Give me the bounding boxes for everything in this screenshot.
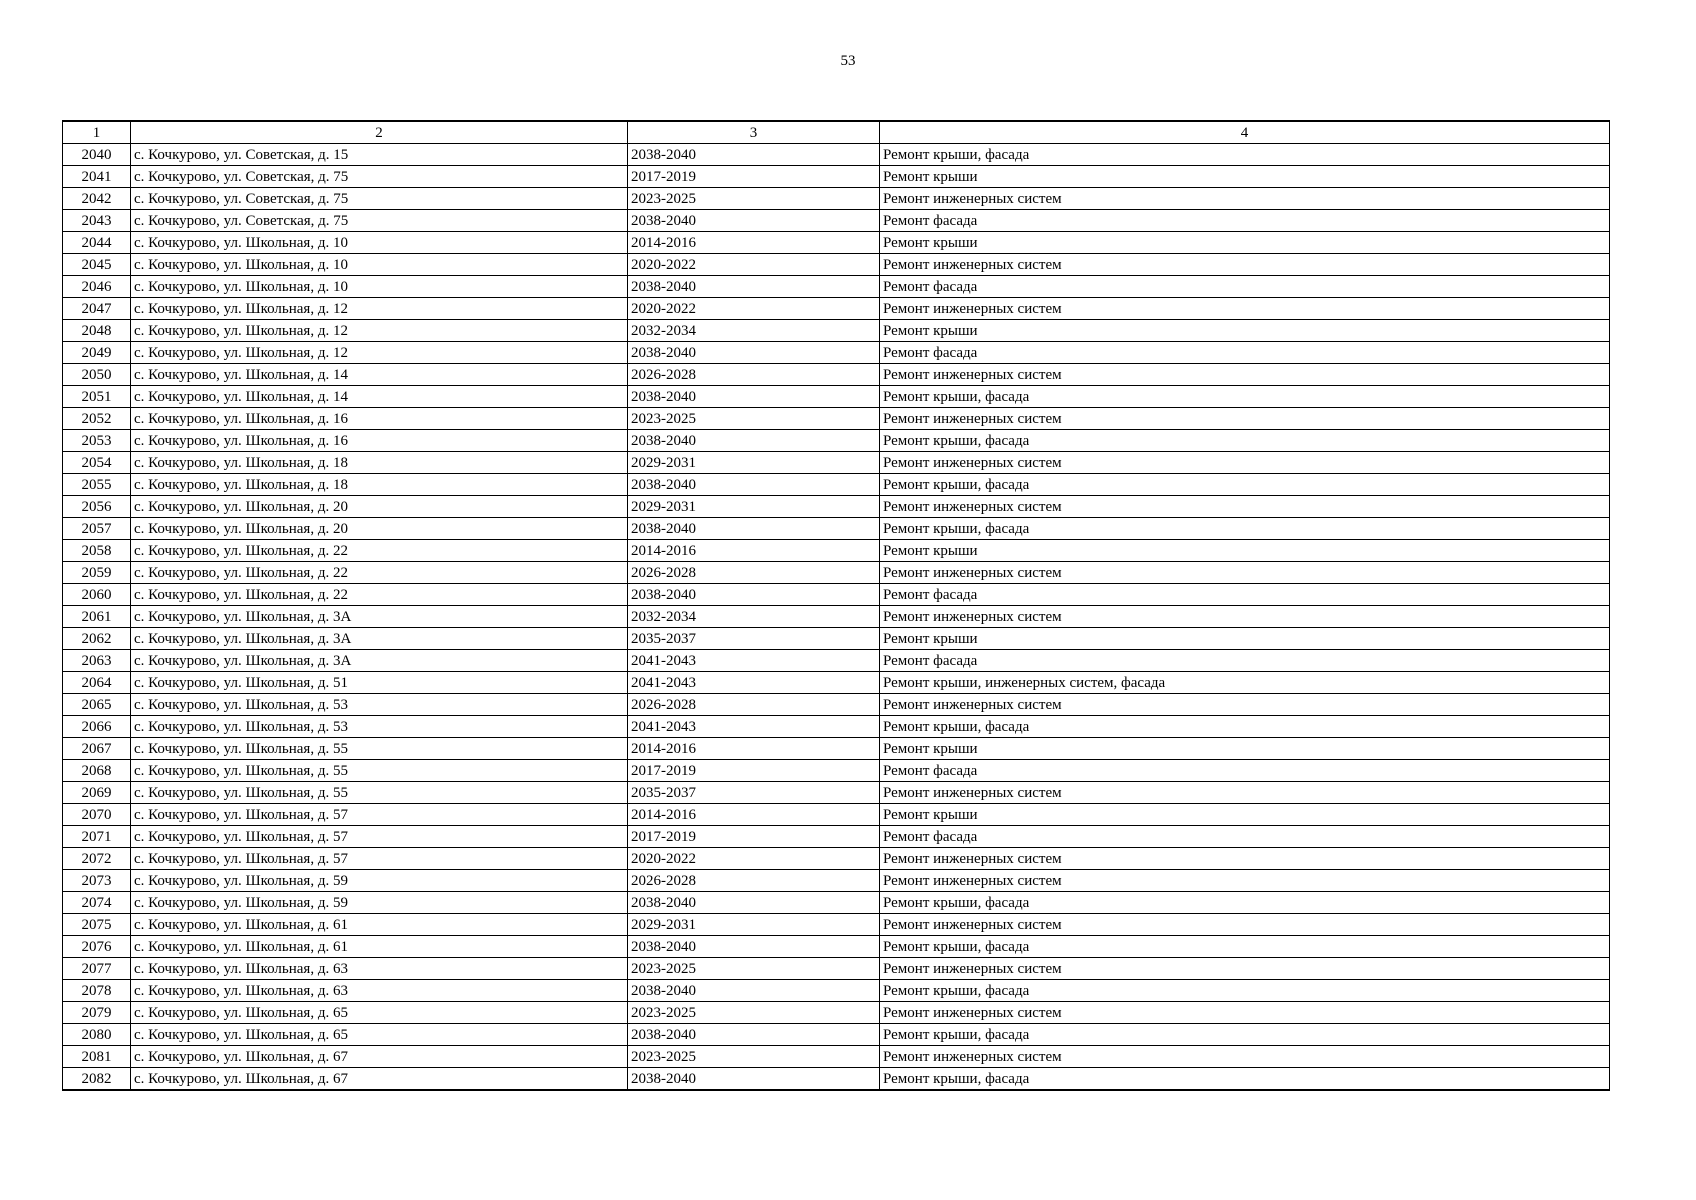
work-type-cell: Ремонт крыши, фасада (880, 716, 1610, 738)
table-row (63, 430, 1610, 452)
work-type-cell: Ремонт инженерных систем (880, 848, 1610, 870)
repair-schedule-table (62, 120, 1610, 1091)
row-number: 2066 (63, 716, 131, 738)
row-number: 2074 (63, 892, 131, 914)
row-number: 2079 (63, 1002, 131, 1024)
address-cell: с. Кочкурово, ул. Школьная, д. 10 (131, 254, 628, 276)
row-number: 2077 (63, 958, 131, 980)
address-cell: с. Кочкурово, ул. Школьная, д. 61 (131, 936, 628, 958)
table-row (63, 320, 1610, 342)
row-number: 2044 (63, 232, 131, 254)
period-cell: 2038-2040 (628, 386, 880, 408)
row-number: 2060 (63, 584, 131, 606)
period-cell: 2038-2040 (628, 430, 880, 452)
work-type-cell: Ремонт крыши, фасада (880, 936, 1610, 958)
table-row (63, 210, 1610, 232)
page-number: 53 (840, 53, 856, 69)
row-number: 2053 (63, 430, 131, 452)
address-cell: с. Кочкурово, ул. Школьная, д. 10 (131, 232, 628, 254)
work-type-cell: Ремонт фасада (880, 342, 1610, 364)
work-type-cell: Ремонт инженерных систем (880, 694, 1610, 716)
address-cell: с. Кочкурово, ул. Школьная, д. 53 (131, 716, 628, 738)
period-cell: 2038-2040 (628, 144, 880, 166)
address-cell: с. Кочкурово, ул. Школьная, д. 22 (131, 584, 628, 606)
table-row (63, 804, 1610, 826)
period-cell: 2023-2025 (628, 1046, 880, 1068)
work-type-cell: Ремонт крыши, фасада (880, 1024, 1610, 1046)
table-row (63, 188, 1610, 210)
address-cell: с. Кочкурово, ул. Школьная, д. 10 (131, 276, 628, 298)
address-cell: с. Кочкурово, ул. Школьная, д. 57 (131, 804, 628, 826)
period-cell: 2029-2031 (628, 452, 880, 474)
row-number: 2054 (63, 452, 131, 474)
address-cell: с. Кочкурово, ул. Школьная, д. 55 (131, 760, 628, 782)
address-cell: с. Кочкурово, ул. Школьная, д. 22 (131, 562, 628, 584)
row-number: 2050 (63, 364, 131, 386)
address-cell: с. Кочкурово, ул. Школьная, д. 18 (131, 474, 628, 496)
row-number: 2045 (63, 254, 131, 276)
work-type-cell: Ремонт инженерных систем (880, 1002, 1610, 1024)
address-cell: с. Кочкурово, ул. Школьная, д. 61 (131, 914, 628, 936)
row-number: 2048 (63, 320, 131, 342)
work-type-cell: Ремонт крыши (880, 738, 1610, 760)
work-type-cell: Ремонт крыши, фасада (880, 892, 1610, 914)
work-type-cell: Ремонт фасада (880, 210, 1610, 232)
work-type-cell: Ремонт фасада (880, 826, 1610, 848)
row-number: 2057 (63, 518, 131, 540)
table-row (63, 342, 1610, 364)
work-type-cell: Ремонт фасада (880, 276, 1610, 298)
header-row (63, 121, 1610, 144)
work-type-cell: Ремонт инженерных систем (880, 870, 1610, 892)
work-type-cell: Ремонт крыши (880, 232, 1610, 254)
table-row (63, 540, 1610, 562)
period-cell: 2017-2019 (628, 166, 880, 188)
address-cell: с. Кочкурово, ул. Школьная, д. 14 (131, 364, 628, 386)
period-cell: 2038-2040 (628, 518, 880, 540)
period-cell: 2017-2019 (628, 760, 880, 782)
table-row (63, 474, 1610, 496)
period-cell: 2038-2040 (628, 276, 880, 298)
period-cell: 2038-2040 (628, 1024, 880, 1046)
period-cell: 2020-2022 (628, 254, 880, 276)
table-row (63, 386, 1610, 408)
work-type-cell: Ремонт крыши (880, 166, 1610, 188)
address-cell: с. Кочкурово, ул. Школьная, д. 20 (131, 518, 628, 540)
table-row (63, 892, 1610, 914)
work-type-cell: Ремонт крыши, фасада (880, 518, 1610, 540)
address-cell: с. Кочкурово, ул. Школьная, д. 57 (131, 826, 628, 848)
period-cell: 2038-2040 (628, 980, 880, 1002)
work-type-cell: Ремонт крыши, фасада (880, 386, 1610, 408)
period-cell: 2026-2028 (628, 562, 880, 584)
address-cell: с. Кочкурово, ул. Школьная, д. 59 (131, 870, 628, 892)
work-type-cell: Ремонт инженерных систем (880, 782, 1610, 804)
header-col-4: 4 (880, 121, 1610, 144)
work-type-cell: Ремонт крыши, фасада (880, 980, 1610, 1002)
work-type-cell: Ремонт инженерных систем (880, 298, 1610, 320)
period-cell: 2038-2040 (628, 1068, 880, 1091)
row-number: 2056 (63, 496, 131, 518)
work-type-cell: Ремонт крыши, фасада (880, 1068, 1610, 1091)
address-cell: с. Кочкурово, ул. Школьная, д. 67 (131, 1046, 628, 1068)
row-number: 2065 (63, 694, 131, 716)
work-type-cell: Ремонт крыши (880, 628, 1610, 650)
row-number: 2067 (63, 738, 131, 760)
row-number: 2071 (63, 826, 131, 848)
address-cell: с. Кочкурово, ул. Школьная, д. 16 (131, 430, 628, 452)
row-number: 2078 (63, 980, 131, 1002)
table-row (63, 738, 1610, 760)
address-cell: с. Кочкурово, ул. Советская, д. 75 (131, 210, 628, 232)
address-cell: с. Кочкурово, ул. Школьная, д. 67 (131, 1068, 628, 1091)
row-number: 2041 (63, 166, 131, 188)
address-cell: с. Кочкурово, ул. Школьная, д. 63 (131, 980, 628, 1002)
address-cell: с. Кочкурово, ул. Советская, д. 75 (131, 166, 628, 188)
period-cell: 2020-2022 (628, 848, 880, 870)
table-row (63, 496, 1610, 518)
work-type-cell: Ремонт инженерных систем (880, 958, 1610, 980)
work-type-cell: Ремонт фасада (880, 584, 1610, 606)
work-type-cell: Ремонт крыши, фасада (880, 430, 1610, 452)
row-number: 2064 (63, 672, 131, 694)
table-body (63, 144, 1610, 1091)
work-type-cell: Ремонт крыши (880, 320, 1610, 342)
work-type-cell: Ремонт крыши, инженерных систем, фасада (880, 672, 1610, 694)
work-type-cell: Ремонт фасада (880, 650, 1610, 672)
table-row (63, 958, 1610, 980)
table-row (63, 276, 1610, 298)
address-cell: с. Кочкурово, ул. Школьная, д. 59 (131, 892, 628, 914)
address-cell: с. Кочкурово, ул. Советская, д. 15 (131, 144, 628, 166)
address-cell: с. Кочкурово, ул. Школьная, д. 65 (131, 1024, 628, 1046)
row-number: 2062 (63, 628, 131, 650)
address-cell: с. Кочкурово, ул. Школьная, д. 57 (131, 848, 628, 870)
table-row (63, 672, 1610, 694)
work-type-cell: Ремонт инженерных систем (880, 562, 1610, 584)
row-number: 2052 (63, 408, 131, 430)
address-cell: с. Кочкурово, ул. Школьная, д. 16 (131, 408, 628, 430)
table-row (63, 298, 1610, 320)
period-cell: 2020-2022 (628, 298, 880, 320)
work-type-cell: Ремонт крыши (880, 804, 1610, 826)
row-number: 2047 (63, 298, 131, 320)
table-row (63, 826, 1610, 848)
period-cell: 2014-2016 (628, 804, 880, 826)
row-number: 2040 (63, 144, 131, 166)
period-cell: 2026-2028 (628, 870, 880, 892)
work-type-cell: Ремонт инженерных систем (880, 188, 1610, 210)
period-cell: 2041-2043 (628, 650, 880, 672)
table-row (63, 584, 1610, 606)
table-row (63, 562, 1610, 584)
address-cell: с. Кочкурово, ул. Школьная, д. 63 (131, 958, 628, 980)
address-cell: с. Кочкурово, ул. Советская, д. 75 (131, 188, 628, 210)
table-row (63, 1024, 1610, 1046)
table-row (63, 1002, 1610, 1024)
table-row (63, 694, 1610, 716)
table-row (63, 848, 1610, 870)
period-cell: 2038-2040 (628, 892, 880, 914)
period-cell: 2035-2037 (628, 628, 880, 650)
address-cell: с. Кочкурово, ул. Школьная, д. 53 (131, 694, 628, 716)
address-cell: с. Кочкурово, ул. Школьная, д. 3А (131, 628, 628, 650)
row-number: 2049 (63, 342, 131, 364)
row-number: 2043 (63, 210, 131, 232)
period-cell: 2038-2040 (628, 936, 880, 958)
work-type-cell: Ремонт крыши, фасада (880, 474, 1610, 496)
row-number: 2072 (63, 848, 131, 870)
address-cell: с. Кочкурово, ул. Школьная, д. 18 (131, 452, 628, 474)
row-number: 2076 (63, 936, 131, 958)
table-row (63, 166, 1610, 188)
work-type-cell: Ремонт инженерных систем (880, 914, 1610, 936)
table-row (63, 1068, 1610, 1091)
table-header (63, 121, 1610, 144)
period-cell: 2038-2040 (628, 474, 880, 496)
row-number: 2070 (63, 804, 131, 826)
row-number: 2058 (63, 540, 131, 562)
table-row (63, 980, 1610, 1002)
period-cell: 2014-2016 (628, 738, 880, 760)
address-cell: с. Кочкурово, ул. Школьная, д. 55 (131, 782, 628, 804)
period-cell: 2041-2043 (628, 672, 880, 694)
row-number: 2075 (63, 914, 131, 936)
table-row (63, 408, 1610, 430)
table-row (63, 870, 1610, 892)
table-row (63, 606, 1610, 628)
address-cell: с. Кочкурово, ул. Школьная, д. 51 (131, 672, 628, 694)
row-number: 2069 (63, 782, 131, 804)
row-number: 2042 (63, 188, 131, 210)
table-row (63, 716, 1610, 738)
row-number: 2059 (63, 562, 131, 584)
work-type-cell: Ремонт инженерных систем (880, 254, 1610, 276)
period-cell: 2026-2028 (628, 694, 880, 716)
period-cell: 2032-2034 (628, 320, 880, 342)
table-row (63, 650, 1610, 672)
address-cell: с. Кочкурово, ул. Школьная, д. 3А (131, 650, 628, 672)
address-cell: с. Кочкурово, ул. Школьная, д. 12 (131, 298, 628, 320)
address-cell: с. Кочкурово, ул. Школьная, д. 65 (131, 1002, 628, 1024)
period-cell: 2029-2031 (628, 914, 880, 936)
table-row (63, 364, 1610, 386)
header-col-2: 2 (131, 121, 628, 144)
table-row (63, 254, 1610, 276)
row-number: 2046 (63, 276, 131, 298)
table-row (63, 1046, 1610, 1068)
address-cell: с. Кочкурово, ул. Школьная, д. 3А (131, 606, 628, 628)
row-number: 2063 (63, 650, 131, 672)
period-cell: 2038-2040 (628, 584, 880, 606)
table-row (63, 144, 1610, 166)
table-row (63, 628, 1610, 650)
period-cell: 2035-2037 (628, 782, 880, 804)
address-cell: с. Кочкурово, ул. Школьная, д. 14 (131, 386, 628, 408)
table-row (63, 518, 1610, 540)
table-row (63, 914, 1610, 936)
row-number: 2081 (63, 1046, 131, 1068)
work-type-cell: Ремонт инженерных систем (880, 496, 1610, 518)
address-cell: с. Кочкурово, ул. Школьная, д. 55 (131, 738, 628, 760)
row-number: 2051 (63, 386, 131, 408)
period-cell: 2014-2016 (628, 540, 880, 562)
period-cell: 2023-2025 (628, 1002, 880, 1024)
row-number: 2080 (63, 1024, 131, 1046)
work-type-cell: Ремонт крыши, фасада (880, 144, 1610, 166)
row-number: 2068 (63, 760, 131, 782)
header-col-1: 1 (63, 121, 131, 144)
work-type-cell: Ремонт крыши (880, 540, 1610, 562)
period-cell: 2041-2043 (628, 716, 880, 738)
period-cell: 2026-2028 (628, 364, 880, 386)
work-type-cell: Ремонт инженерных систем (880, 1046, 1610, 1068)
address-cell: с. Кочкурово, ул. Школьная, д. 12 (131, 342, 628, 364)
address-cell: с. Кочкурово, ул. Школьная, д. 12 (131, 320, 628, 342)
row-number: 2061 (63, 606, 131, 628)
period-cell: 2023-2025 (628, 408, 880, 430)
period-cell: 2017-2019 (628, 826, 880, 848)
period-cell: 2029-2031 (628, 496, 880, 518)
table-row (63, 782, 1610, 804)
work-type-cell: Ремонт инженерных систем (880, 452, 1610, 474)
address-cell: с. Кочкурово, ул. Школьная, д. 22 (131, 540, 628, 562)
work-type-cell: Ремонт фасада (880, 760, 1610, 782)
address-cell: с. Кочкурово, ул. Школьная, д. 20 (131, 496, 628, 518)
table-row (63, 936, 1610, 958)
period-cell: 2038-2040 (628, 210, 880, 232)
period-cell: 2038-2040 (628, 342, 880, 364)
table-row (63, 452, 1610, 474)
period-cell: 2014-2016 (628, 232, 880, 254)
table-row (63, 232, 1610, 254)
row-number: 2055 (63, 474, 131, 496)
period-cell: 2023-2025 (628, 958, 880, 980)
table-row (63, 760, 1610, 782)
period-cell: 2032-2034 (628, 606, 880, 628)
work-type-cell: Ремонт инженерных систем (880, 364, 1610, 386)
work-type-cell: Ремонт инженерных систем (880, 408, 1610, 430)
work-type-cell: Ремонт инженерных систем (880, 606, 1610, 628)
header-col-3: 3 (628, 121, 880, 144)
row-number: 2082 (63, 1068, 131, 1091)
row-number: 2073 (63, 870, 131, 892)
period-cell: 2023-2025 (628, 188, 880, 210)
